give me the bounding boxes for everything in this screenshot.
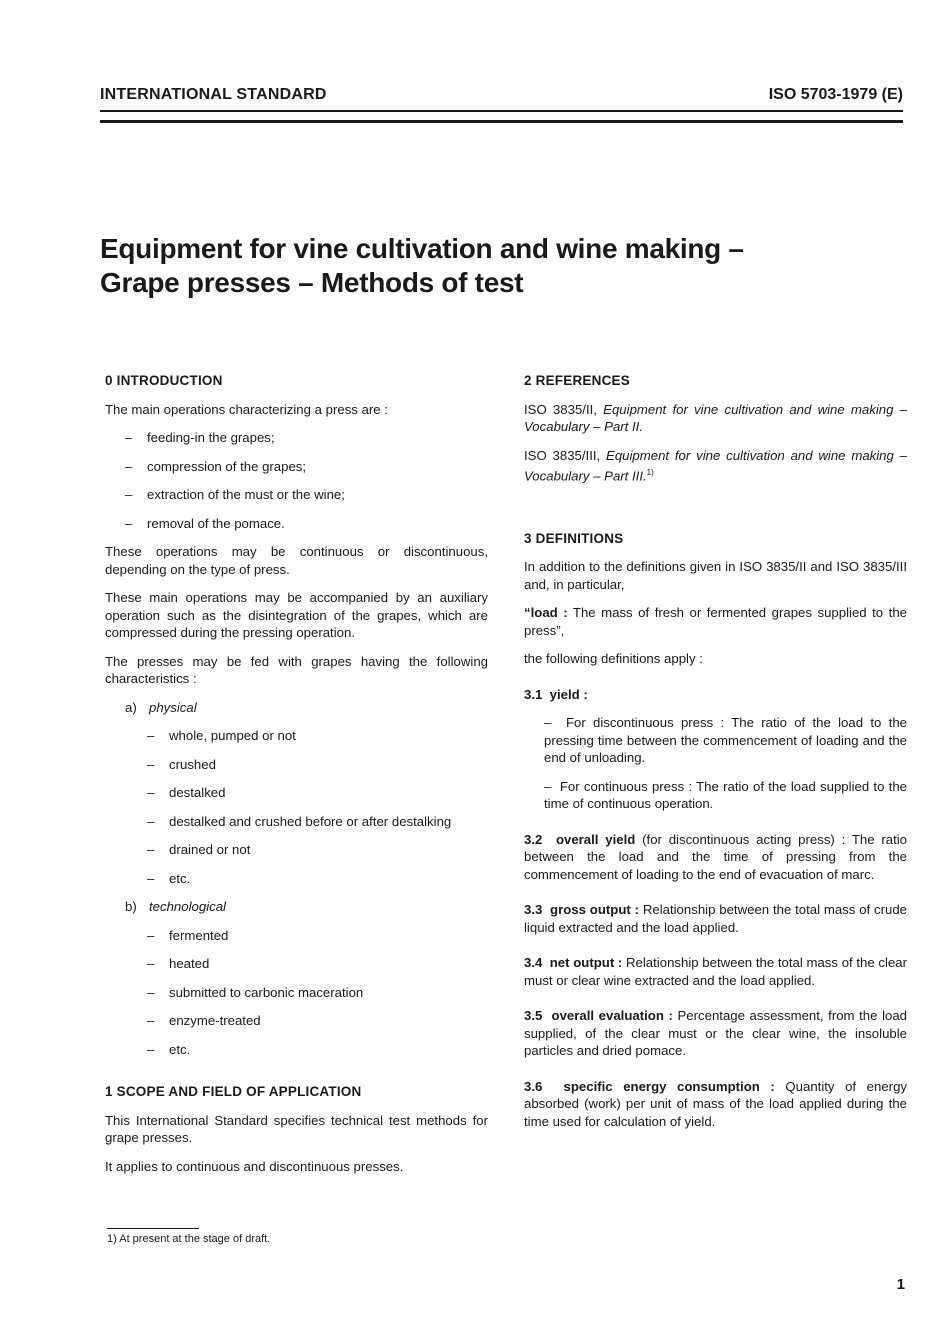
section-3-heading: 3 DEFINITIONS — [524, 530, 624, 546]
list-item: – drained or not — [147, 842, 251, 857]
def-3-3: 3.3 gross output : Relationship between the total mass of crude liquid extracted and the load applied. — [524, 902, 908, 935]
title-line-1: Equipment for vine cultivation and wine making – — [100, 233, 744, 264]
section-0-heading: 0 INTRODUCTION — [105, 373, 223, 388]
list-item: – crushed — [147, 756, 216, 772]
list-item: – feeding-in the grapes; — [125, 430, 275, 445]
footnote: 1) At present at the stage of draft. — [107, 1233, 271, 1245]
section-1-heading: 1 SCOPE AND FIELD OF APPLICATION — [105, 1084, 362, 1099]
page-number: 1 — [896, 1276, 905, 1293]
list-item: – removal of the pomace. — [125, 515, 285, 531]
scope-para-2: It applies to continuous and discontinuous presses. — [105, 1158, 404, 1174]
para-continuous: These operations may be continuous or discontinuous, depending on the type of press. — [105, 544, 488, 577]
footnote-mark: 1) — [646, 468, 654, 477]
header-rule-top — [100, 110, 903, 112]
header-rule-bottom — [100, 120, 903, 123]
list-item: – etc. — [147, 1041, 191, 1057]
list-item: – submitted to carbonic maceration — [147, 984, 364, 1000]
list-item: – compression of the grapes; — [125, 458, 307, 474]
definitions-intro: In addition to the definitions given in ISO 3835/II and ISO 3835/III and, in particular, — [524, 559, 907, 592]
reference-1: ISO 3835/II, Equipment for vine cultivation and wine making – Vocabulary – Part II. — [524, 401, 907, 434]
definitions-apply: the following definitions apply : — [524, 651, 703, 667]
reference-2: ISO 3835/III, Equipment for vine cultivation and wine making – Vocabulary – Part III.$^{1)}$ — [524, 447, 908, 484]
physical-heading: a) physical — [125, 699, 197, 715]
right-column — [524, 372, 907, 1141]
list-item: – etc. — [147, 870, 191, 886]
def-3-1-item-1: – For discontinuous press : The ratio of the load to the pressing time between the commencement of loading and the end of unloading. — [544, 715, 907, 766]
scope-para-1: This International Standard specifies technical test methods for grape presses. — [105, 1112, 488, 1145]
list-item: – extraction of the must or the wine; — [125, 487, 345, 502]
header-standard-type: INTERNATIONAL STANDARD — [100, 86, 327, 103]
header-standard-number: ISO 5703-1979 (E) — [768, 86, 903, 103]
footnote-rule — [107, 1228, 199, 1229]
list-item: – enzyme-treated — [147, 1013, 261, 1028]
para-characteristics: The presses may be fed with grapes having the following characteristics : — [105, 653, 488, 686]
section-2-heading: 2 REFERENCES — [524, 373, 630, 388]
def-3-5: 3.5 overall evaluation : Percentage assessment, from the load supplied, of the clear must or the clear wine, the insoluble particles and dried pomace. — [524, 1008, 908, 1059]
def-3-6: 3.6 specific energy consumption : Quantity of energy absorbed (work) per unit of mass of the load applied during the time used for calculation of yield. — [524, 1078, 908, 1129]
load-definition: “load : The mass of fresh or fermented grapes supplied to the press”, — [524, 605, 907, 638]
def-3-1-item-2: – For continuous press : The ratio of the load supplied to the time of continuous operation. — [544, 778, 908, 812]
def-3-2: 3.2 overall yield (for discontinuous acting press) : The ratio between the load and the time of pressing from the commencement of loading to the end of evacuation of marc. — [524, 831, 908, 882]
technological-heading: b) technological — [125, 899, 226, 914]
def-3-4: 3.4 net output : Relationship between the total mass of the clear must or clear wine extracted and the load applied. — [524, 955, 907, 988]
def-3-1-heading: 3.1 yield : — [524, 686, 588, 702]
list-item: – fermented — [147, 927, 229, 943]
list-item: – destalked and crushed before or after destalking — [147, 813, 452, 829]
list-item: – destalked — [147, 785, 226, 800]
para-auxiliary: These main operations may be accompanied by an auxiliary operation such as the disintegration of the grapes, which are compressed during the pressing operation. — [105, 590, 488, 640]
title-line-2: Grape presses – Methods of test — [100, 267, 524, 298]
list-item: – heated — [147, 956, 210, 971]
list-item: – whole, pumped or not — [147, 728, 296, 743]
intro-lead: The main operations characterizing a press are : — [105, 401, 388, 417]
left-column — [105, 372, 488, 1186]
document-title — [100, 232, 744, 300]
